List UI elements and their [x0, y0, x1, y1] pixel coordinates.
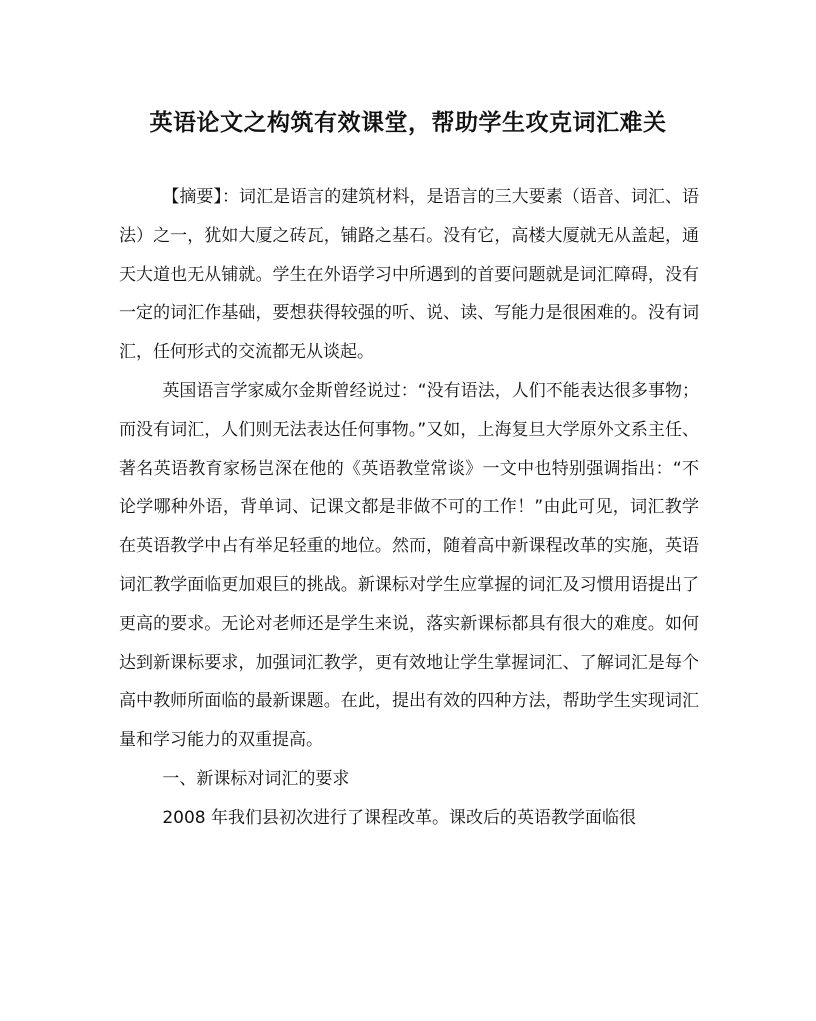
- section-heading: 一、新课标对词汇的要求: [162, 768, 350, 789]
- body-paragraph-continued: 2008 年我们县初次进行了课程改革。课改后的英语教学面临很: [162, 807, 637, 828]
- body-paragraph: 英国语言学家威尔金斯曾经说过：“没有语法，人们不能表达很多事物；而没有词汇，人们则无法表达任何事物。”又如，上海复旦大学原外文系主任、著名英语教育家杨岂深在他的《英语教堂常谈》一文中也特别强调指出：“不论学哪种外语，背单词、记课文都是非做不可的工作！”由此可见，词汇教学在英语教学中占有举足轻重的地位。然而，随着高中新课程改革的实施，英语词汇教学面临更加艰巨的挑战。新课标对学生应掌握的词汇及习惯用语提出了更高的要求。无论对老师还是学生来说，落实新课标都具有很大的难度。如何达到新课标要求，加强词汇教学，更有效地让学生掌握词汇、了解词汇是每个高中教师所面临的最新课题。在此，提出有效的四种方法，帮助学生实现词汇量和学习能力的双重提高。: [119, 380, 699, 751]
- document-title: 英语论文之构筑有效课堂，帮助学生攻克词汇难关: [149, 109, 667, 136]
- abstract-label: 【摘要】：: [162, 187, 240, 207]
- abstract-paragraph: [119, 178, 699, 372]
- abstract-text: 词汇是语言的建筑材料，是语言的三大要素（语音、词汇、语法）之一，犹如大厦之砖瓦，铺路之基石。没有它，高楼大厦就无从盖起，通天大道也无从铺就。学生在外语学习中所遇到的首要问题就是词汇障碍，没有一定的词汇作基础，要想获得较强的听、说、读、写能力是很困难的。没有词汇，任何形式的交流都无从谈起。: [119, 187, 699, 363]
- document-body: [119, 178, 699, 838]
